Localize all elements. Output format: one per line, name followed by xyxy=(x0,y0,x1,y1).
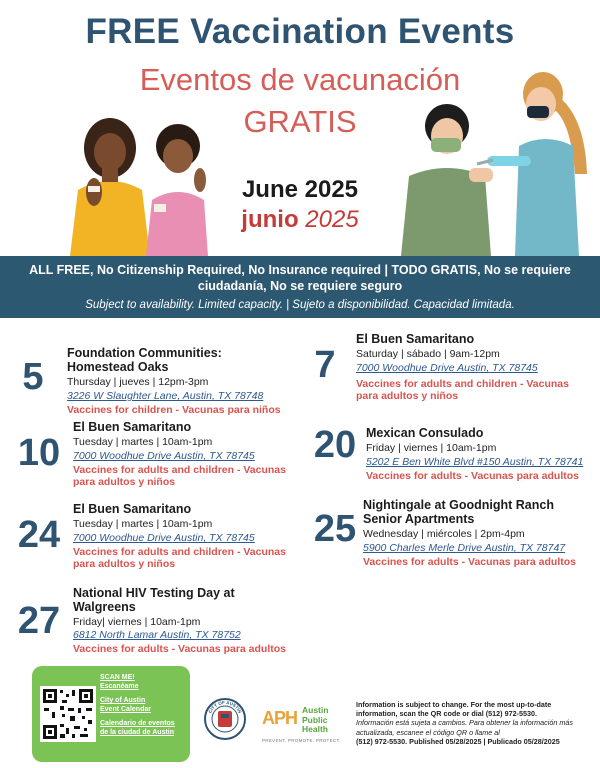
event-time: Friday | viernes | 10am-1pm xyxy=(366,442,497,454)
event-address-link[interactable]: 5900 Charles Merle Drive Austin, TX 78747 xyxy=(363,542,566,554)
event-address-link[interactable]: 3226 W Slaughter Lane, Austin, TX 78748 xyxy=(67,390,264,402)
event-time: Wednesday | miércoles | 2pm-4pm xyxy=(363,528,525,540)
qr-code-icon[interactable] xyxy=(40,686,96,742)
aph-mark: APH xyxy=(262,708,298,728)
event-name: El Buen Samaritano xyxy=(73,420,192,434)
event-address-link[interactable]: 6812 North Lamar Austin, TX 78752 xyxy=(73,629,241,641)
event-vaccines: Vaccines for adults and children - Vacunas xyxy=(356,378,569,390)
event-calendar-link[interactable] xyxy=(100,697,188,714)
calendar-link-line1: City of Austin xyxy=(100,697,146,704)
event-vaccines-line2: para adultos y niños xyxy=(73,476,176,488)
page-title-spanish: Eventos de vacunación xyxy=(139,62,461,97)
event-time: Saturday | sábado | 9am-12pm xyxy=(356,348,500,360)
event-calendar-link-es[interactable] xyxy=(100,720,188,737)
disclaimer-text xyxy=(356,700,592,746)
calendar-link-es-line1: Calendario de eventos xyxy=(100,720,175,727)
event-address-link[interactable]: 7000 Woodhue Drive Austin, TX 78745 xyxy=(73,450,255,462)
event-address-link[interactable]: 7000 Woodhue Drive Austin, TX 78745 xyxy=(356,362,538,374)
event-name: El Buen Samaritano xyxy=(73,502,192,516)
event-name-line2: Walgreens xyxy=(73,600,136,614)
event-name-line2: Homestead Oaks xyxy=(67,360,169,374)
event-month: June 2025 xyxy=(241,176,359,203)
calendar-link-line2: Event Calendar xyxy=(100,705,151,713)
aph-tagline: PREVENT. PROMOTE. PROTECT. xyxy=(262,738,341,743)
scan-me-label-es: Escanéame xyxy=(100,682,139,690)
month-year: 2025 xyxy=(305,206,359,233)
event-name: Nightingale at Goodnight Ranch xyxy=(363,498,554,512)
illustration-vaccinated-women xyxy=(50,100,220,256)
page-title-spanish-gratis: GRATIS xyxy=(243,104,357,139)
event-vaccines: Vaccines for adults and children - Vacunas xyxy=(73,464,286,476)
event-day: 27 xyxy=(17,600,61,642)
event-day: 10 xyxy=(17,432,61,474)
qr-links xyxy=(100,674,188,743)
event-time: Tuesday | martes | 10am-1pm xyxy=(73,518,213,530)
event-vaccines-line2: para adultos y niños xyxy=(73,558,176,570)
event-day: 5 xyxy=(22,356,44,398)
event-vaccines: Vaccines for adults and children - Vacunas xyxy=(73,546,286,558)
disclaimer-es: Información está sujeta a cambios. Para obtener la información más actualizada, escanee el código QR o llame al xyxy=(356,718,573,737)
event-time: Thursday | jueves | 12pm-3pm xyxy=(67,376,209,388)
event-vaccines: Vaccines for adults - Vacunas para adultos xyxy=(366,470,579,482)
seal-text: CITY OF AUSTIN xyxy=(207,699,243,714)
month-word: junio xyxy=(241,206,299,233)
event-address-link[interactable]: 7000 Woodhue Drive Austin, TX 78745 xyxy=(73,532,255,544)
event-vaccines: Vaccines for children - Vacunas para niños xyxy=(67,404,281,416)
event-name-line2: Senior Apartments xyxy=(363,512,475,526)
event-vaccines: Vaccines for adults - Vacunas para adultos xyxy=(73,643,286,655)
qr-panel xyxy=(32,666,190,762)
event-day: 24 xyxy=(17,514,61,556)
disclaimer-en: Information is subject to change. For the most up-to-date information, scan the QR code or dial (512) 972-5530. xyxy=(356,700,552,719)
city-of-austin-seal-logo xyxy=(204,698,246,740)
banner-requirements: ALL FREE, No Citizenship Required, No Insurance required | TODO GRATIS, No se requiere ciudadanía, No se requiere seguro xyxy=(29,263,571,293)
event-time: Friday| viernes | 10am-1pm xyxy=(73,616,201,628)
calendar-link-es-line2: de la ciudad de Austin xyxy=(100,728,175,736)
aph-name-line3: Health xyxy=(302,724,328,734)
banner-availability: Subject to availability. Limited capacity. | Sujeto a disponibilidad. Capacidad limitada. xyxy=(85,299,515,311)
event-month-spanish xyxy=(210,206,390,234)
event-address-link[interactable]: 5202 E Ben White Blvd #150 Austin, TX 78741 xyxy=(366,456,584,468)
illustration-nurse-vaccinating xyxy=(395,64,595,256)
aph-name-line2: Public xyxy=(302,714,328,725)
event-day: 7 xyxy=(314,344,336,386)
event-name: National HIV Testing Day at xyxy=(73,586,235,600)
scan-me-label: SCAN ME! xyxy=(100,674,135,681)
page-title: FREE Vaccination Events xyxy=(85,12,515,51)
info-banner xyxy=(0,256,600,318)
austin-public-health-logo xyxy=(262,706,346,746)
event-time: Tuesday | martes | 10am-1pm xyxy=(73,436,213,448)
event-name: Mexican Consulado xyxy=(366,426,484,440)
publish-date: (512) 972-5530. Published 05/28/2025 | Publicado 05/28/2025 xyxy=(356,736,560,746)
aph-name-line1: Austin xyxy=(302,705,329,715)
event-vaccines: Vaccines for adults - Vacunas para adultos xyxy=(363,556,576,568)
event-vaccines-line2: para adultos y niños xyxy=(356,390,459,402)
event-name: El Buen Samaritano xyxy=(356,332,475,346)
event-day: 25 xyxy=(313,508,357,550)
event-day: 20 xyxy=(313,424,357,466)
event-name: Foundation Communities: xyxy=(67,346,222,360)
